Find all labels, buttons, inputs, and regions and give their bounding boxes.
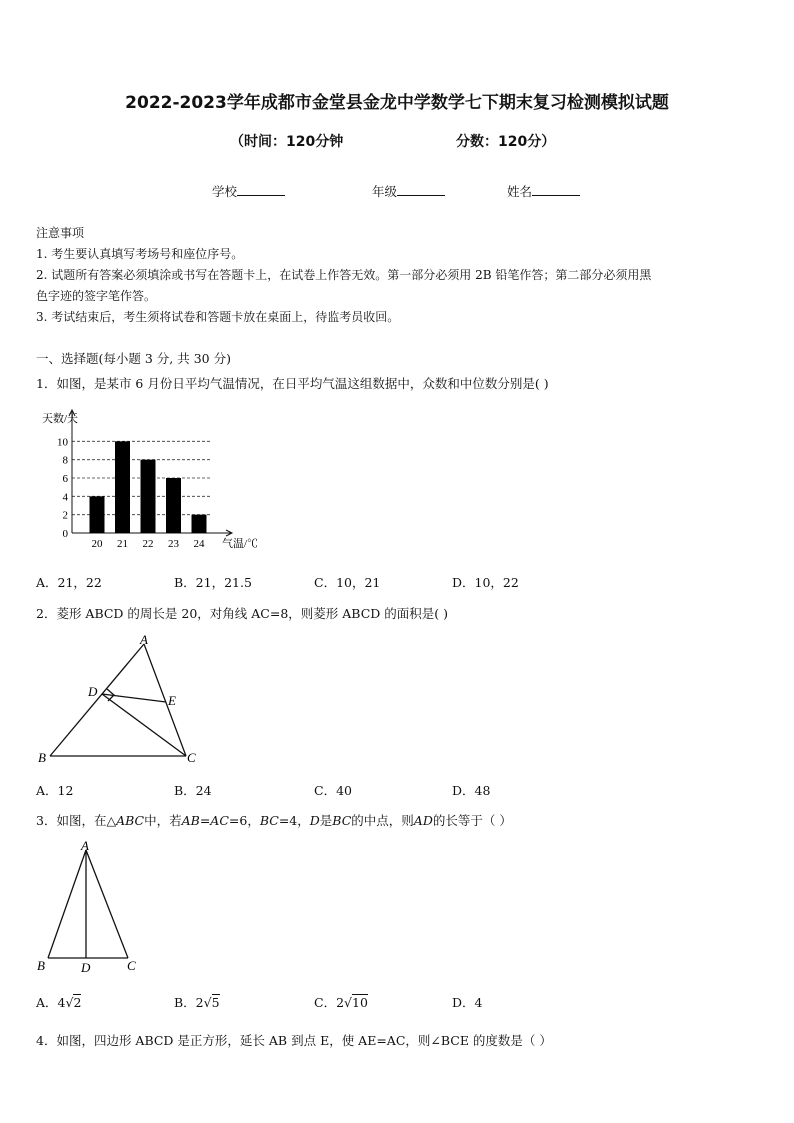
bar — [141, 460, 156, 533]
question-2-option-c[interactable]: C．40 — [314, 783, 352, 798]
exam-score: 分数：120分） — [456, 134, 556, 150]
bar — [90, 496, 105, 533]
exam-time: （时间：120分钟 — [230, 134, 344, 150]
rhombus-figure — [36, 632, 206, 772]
name-blank[interactable] — [532, 184, 580, 196]
question-1-option-c[interactable]: C．10，21 — [314, 575, 381, 590]
school-blank[interactable] — [237, 184, 285, 196]
segment-ba — [50, 644, 144, 756]
segment-ab — [48, 850, 86, 958]
school-field[interactable] — [212, 182, 285, 200]
temperature-bar-chart — [36, 405, 276, 555]
question-3-option-a[interactable] — [36, 993, 81, 1011]
name-label: 姓名 — [507, 184, 533, 199]
stem-text: 是 — [319, 813, 333, 828]
bar — [115, 441, 130, 533]
x-axis-label: 气温/℃ — [222, 538, 259, 550]
grade-blank[interactable] — [397, 184, 445, 196]
x-tick-label: 23 — [168, 538, 179, 550]
notes-heading: 注意事项 — [36, 226, 85, 240]
stem-math: AC — [210, 813, 229, 828]
isosceles-triangle-figure — [36, 838, 146, 976]
sqrt-radicand: 10 — [352, 995, 368, 1010]
stem-math: BC — [332, 813, 352, 828]
sqrt-sign: √ — [344, 995, 352, 1010]
option-text: D．4 — [452, 995, 483, 1010]
stem-math: BC — [259, 813, 279, 828]
question-2-option-a[interactable]: A．12 — [36, 783, 74, 798]
stem-text: =4， — [278, 813, 310, 828]
question-3-option-c[interactable] — [314, 993, 368, 1011]
grade-field[interactable] — [372, 182, 445, 200]
question-1-option-b[interactable]: B．21，21.5 — [174, 575, 252, 590]
note-item: 2. 试题所有答案必须填涂或书写在答题卡上，在试卷上作答无效。第一部分必须用 2B 铅笔作答；第二部分必须用黑 — [36, 268, 652, 282]
x-tick-label: 22 — [142, 538, 154, 550]
exam-title: 2022-2023学年成都市金堂县金龙中学数学七下期末复习检测模拟试题 — [125, 93, 669, 113]
sqrt-radicand: 2 — [73, 995, 82, 1010]
point-a-label: A — [81, 838, 89, 853]
section-heading: 一、选择题(每小题 3 分, 共 30 分) — [36, 351, 231, 366]
question-3-option-d[interactable] — [452, 993, 482, 1011]
option-text: C．2 — [314, 995, 345, 1010]
bar — [166, 478, 181, 533]
point-b-label: B — [37, 958, 45, 973]
y-tick-label: 0 — [62, 528, 68, 540]
x-tick-label: 24 — [193, 538, 205, 550]
sqrt-sign: √ — [65, 995, 74, 1010]
point-d-label: D — [81, 960, 91, 975]
y-tick-label: 8 — [62, 454, 68, 467]
note-item: 色字迹的签字笔作答。 — [36, 289, 157, 303]
stem-math: △ABC — [106, 813, 145, 828]
point-c-label: C — [187, 750, 196, 765]
question-3-option-b[interactable] — [174, 993, 220, 1011]
stem-text: =6， — [228, 813, 260, 828]
x-tick-label: 21 — [117, 538, 128, 550]
question-1-option-a[interactable]: A．21，22 — [36, 575, 102, 590]
option-text: A．4 — [36, 995, 66, 1010]
stem-text: 3．如图，在 — [36, 813, 107, 828]
grade-label: 年级 — [372, 184, 398, 199]
y-tick-label: 10 — [57, 436, 68, 449]
stem-math: AD — [413, 813, 433, 828]
point-d-label: D — [88, 684, 98, 699]
y-axis-label: 天数/天 — [42, 413, 79, 425]
question-1-option-d[interactable]: D．10，22 — [452, 575, 519, 590]
segment-ac — [86, 850, 128, 958]
question-3-stem — [36, 811, 512, 829]
question-2-option-d[interactable]: D．48 — [452, 783, 491, 798]
point-e-label: E — [168, 693, 176, 708]
question-1-stem: 1．如图，是某市 6 月份日平均气温情况，在日平均气温这组数据中，众数和中位数分别是( ) — [36, 376, 549, 391]
stem-math: AB — [181, 813, 200, 828]
point-b-label: B — [38, 750, 46, 765]
stem-text: = — [199, 813, 211, 828]
point-a-label: A — [140, 632, 148, 647]
sqrt-radicand: 5 — [211, 995, 220, 1010]
school-label: 学校 — [212, 184, 238, 199]
y-tick-label: 6 — [62, 473, 68, 485]
x-tick-label: 20 — [91, 538, 103, 550]
bar — [192, 515, 207, 533]
question-4-stem: 4．如图，四边形 ABCD 是正方形，延长 AB 到点 E，使 AE=AC，则∠BCE 的度数是（ ） — [36, 1033, 552, 1048]
stem-text: 中，若 — [144, 813, 182, 828]
stem-text: 的长等于（ ） — [432, 813, 512, 828]
question-2-stem: 2．菱形 ABCD 的周长是 20，对角线 AC=8，则菱形 ABCD 的面积是( ) — [36, 606, 449, 621]
point-c-label: C — [127, 958, 136, 973]
sqrt-sign: √ — [203, 995, 212, 1010]
name-field[interactable] — [507, 182, 580, 200]
question-2-option-b[interactable]: B．24 — [174, 783, 212, 798]
note-item: 1. 考生要认真填写考场号和座位序号。 — [36, 247, 244, 261]
stem-text: 的中点，则 — [351, 813, 414, 828]
y-tick-label: 4 — [62, 491, 68, 504]
y-tick-label: 2 — [62, 509, 68, 522]
stem-math: D — [309, 813, 320, 828]
note-item: 3. 考试结束后，考生须将试卷和答题卡放在桌面上，待监考员收回。 — [36, 310, 400, 324]
option-text: B．2 — [174, 995, 204, 1010]
